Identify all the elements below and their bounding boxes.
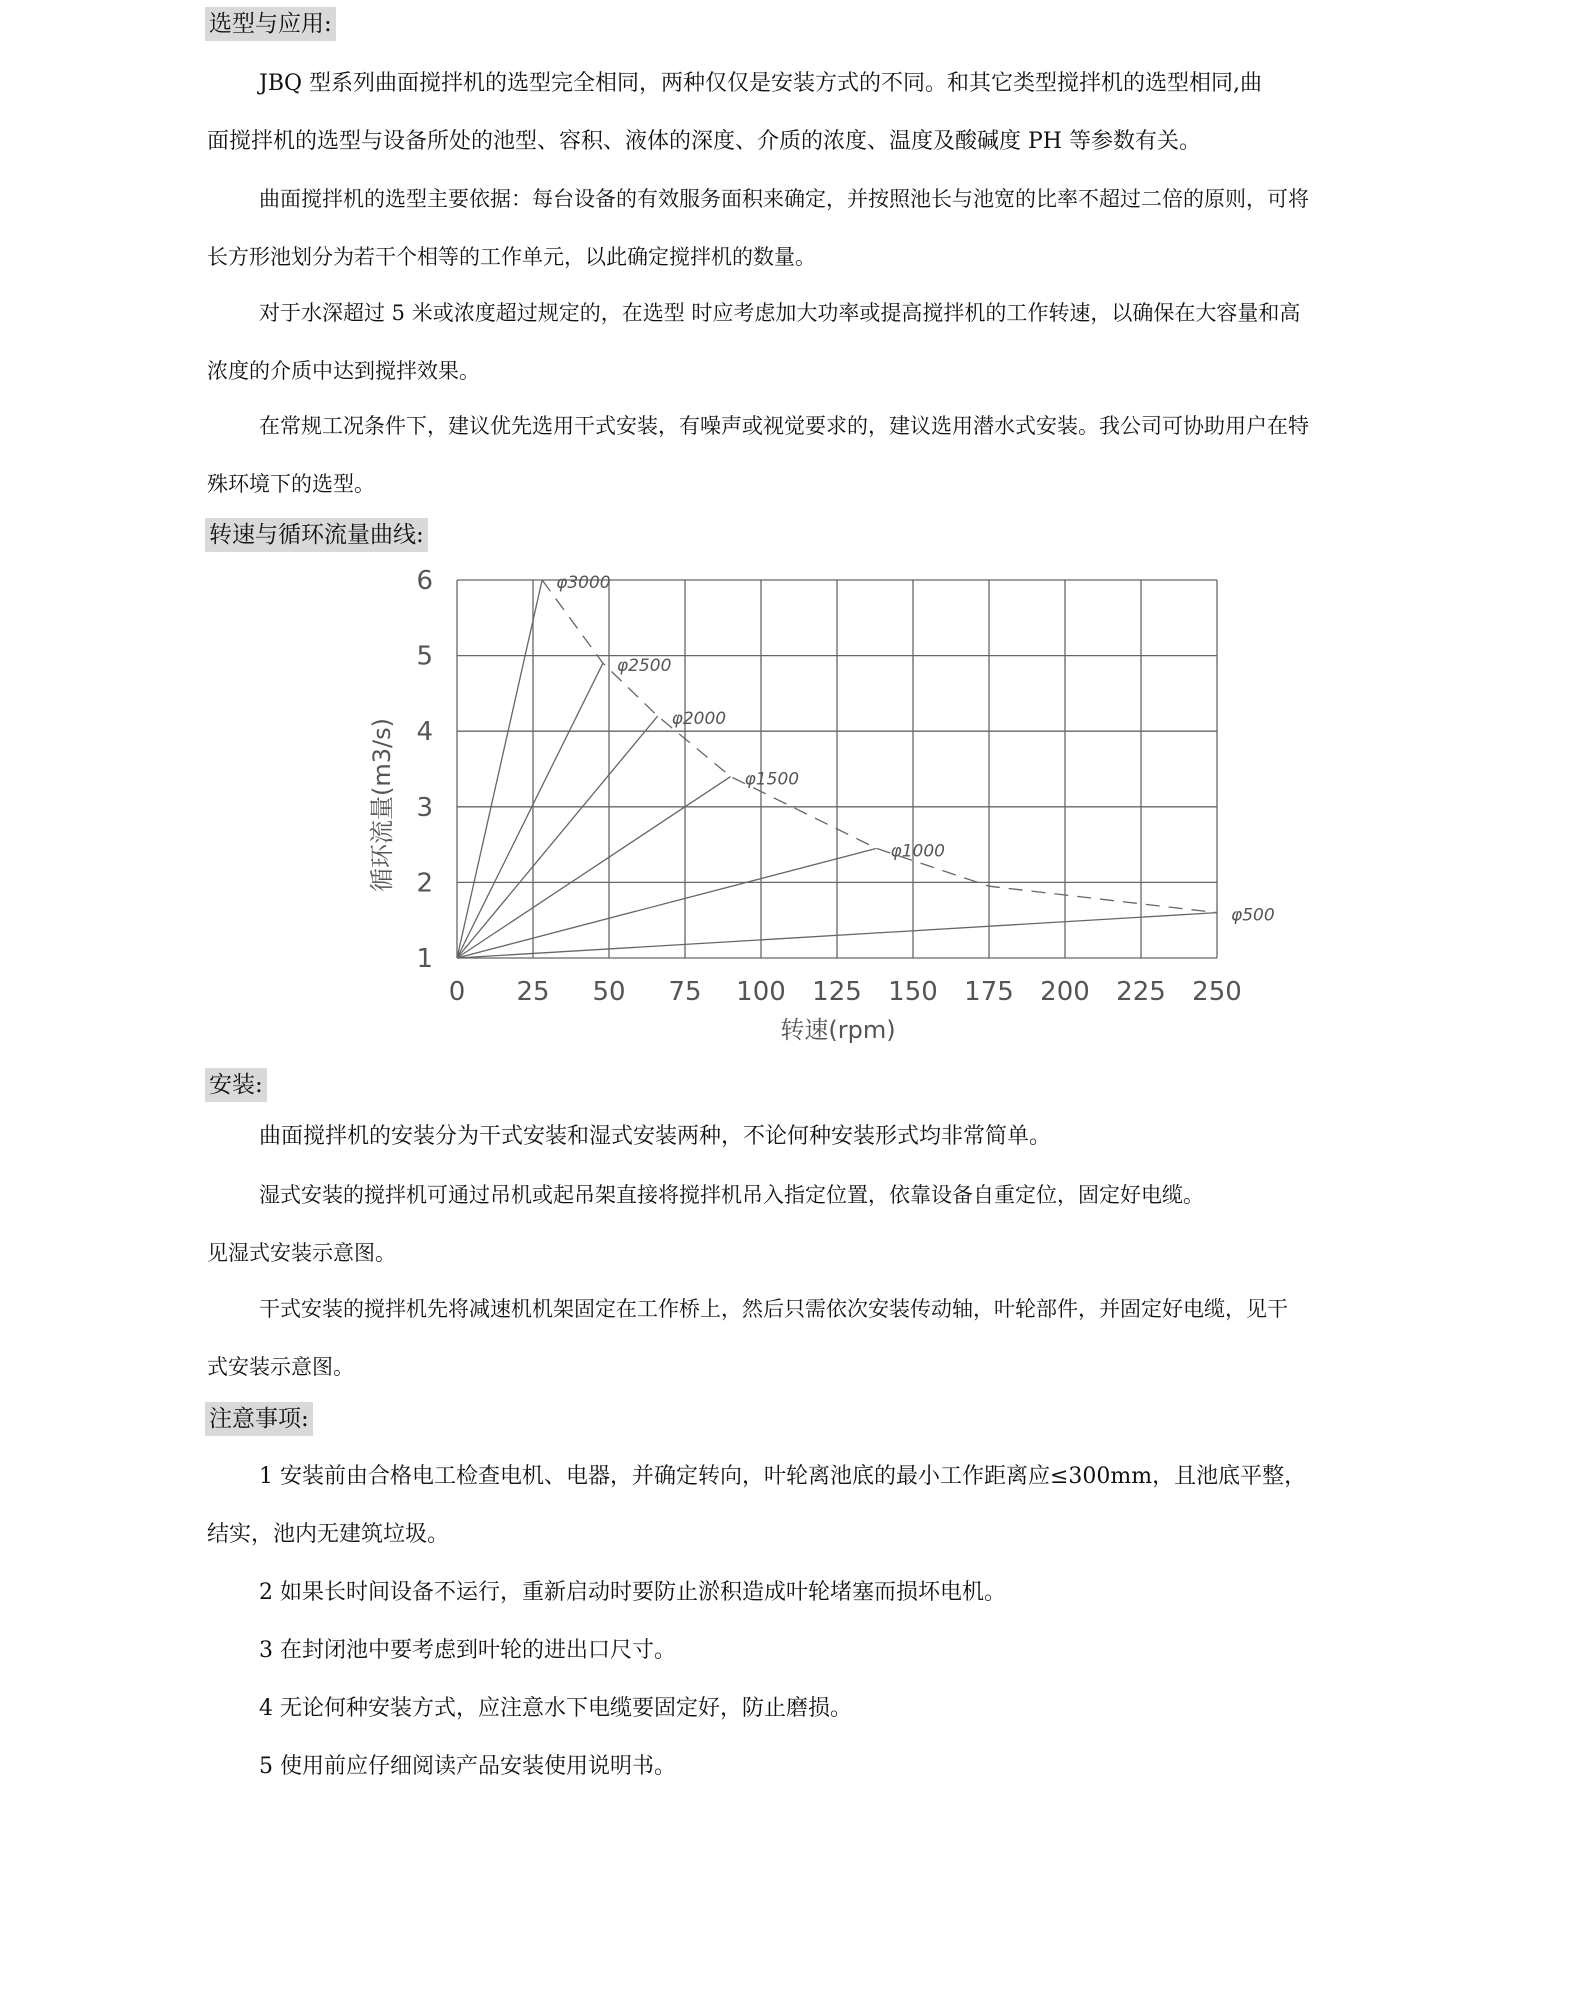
chart-y-tick-label: 3 bbox=[416, 792, 433, 823]
text-line: 在常规工况条件下，建议优先选用干式安装，有噪声或视觉要求的，建议选用潜水式安装。我公司可协助用户在特 bbox=[259, 414, 1309, 438]
chart-y-tick-label: 4 bbox=[416, 717, 433, 748]
selection-paragraph-1 bbox=[207, 55, 1262, 171]
chart-x-tick-label: 200 bbox=[1040, 977, 1090, 1007]
chart-x-tick-label: 125 bbox=[812, 977, 862, 1007]
chart-series-label: φ1500 bbox=[744, 769, 800, 790]
chart-y-tick-label: 5 bbox=[416, 641, 433, 672]
install-paragraph-2 bbox=[207, 1166, 1204, 1282]
chart-series-line bbox=[457, 848, 877, 958]
chart-x-tick-label: 25 bbox=[516, 977, 550, 1007]
chart-y-tick-label: 2 bbox=[416, 868, 433, 899]
list-item: 4 无论何种安装方式，应注意水下电缆要固定好，防止磨损。 bbox=[259, 1696, 852, 1721]
chart-x-tick-label: 100 bbox=[736, 977, 786, 1007]
selection-paragraph-2 bbox=[207, 170, 1309, 286]
list-item-continuation: 结实，池内无建筑垃圾。 bbox=[207, 1522, 450, 1547]
selection-paragraph-3 bbox=[207, 284, 1300, 400]
chart-x-tick-label: 225 bbox=[1116, 977, 1166, 1007]
chart-series-line bbox=[457, 580, 542, 958]
chart-series-line bbox=[457, 777, 731, 958]
install-paragraph-3 bbox=[207, 1280, 1288, 1396]
text-line: 式安装示意图。 bbox=[207, 1355, 354, 1379]
list-item: 3 在封闭池中要考虑到叶轮的进出口尺寸。 bbox=[259, 1638, 676, 1663]
chart-x-tick-label: 150 bbox=[888, 977, 938, 1007]
selection-paragraph-4 bbox=[207, 397, 1309, 513]
text-line: 曲面搅拌机的安装分为干式安装和湿式安装两种，不论何种安装形式均非常简单。 bbox=[259, 1124, 1052, 1149]
heading-selection: 选型与应用: bbox=[205, 7, 336, 41]
chart-series-label: φ2500 bbox=[616, 656, 672, 677]
chart-series-label: φ2000 bbox=[671, 709, 727, 730]
list-item: 2 如果长时间设备不运行，重新启动时要防止淤积造成叶轮堵塞而损坏电机。 bbox=[259, 1580, 1006, 1605]
heading-curve: 转速与循环流量曲线: bbox=[205, 518, 428, 552]
chart-y-axis-label: 循环流量(m3/s) bbox=[368, 718, 396, 892]
chart-series-line bbox=[457, 663, 603, 958]
chart-y-tick-label: 1 bbox=[416, 944, 433, 974]
chart-y-tick-label: 6 bbox=[416, 566, 433, 596]
list-item: 1 安装前由合格电工检查电机、电器，并确定转向，叶轮离池底的最小工作距离应≤300mm，且池底平整， bbox=[259, 1464, 1307, 1489]
chart-series-label: φ3000 bbox=[556, 573, 611, 593]
text-line: 见湿式安装示意图。 bbox=[207, 1241, 396, 1265]
chart-x-tick-label: 175 bbox=[964, 977, 1014, 1007]
text-line: 对于水深超过 5 米或浓度超过规定的，在选型 时应考虑加大功率或提高搅拌机的工作转速，以确保在大容量和高 bbox=[259, 301, 1301, 325]
notes-list bbox=[207, 1448, 1306, 1796]
heading-notes: 注意事项: bbox=[205, 1402, 313, 1436]
chart-x-tick-label: 250 bbox=[1192, 977, 1242, 1007]
chart-labels bbox=[556, 573, 1275, 926]
text-line: 干式安装的搅拌机先将减速机机架固定在工作桥上，然后只需依次安装传动轴，叶轮部件，并固定好电缆，见干 bbox=[259, 1297, 1288, 1321]
install-paragraph-1 bbox=[207, 1108, 1051, 1166]
text-line: 浓度的介质中达到搅拌效果。 bbox=[207, 359, 480, 383]
list-item: 5 使用前应仔细阅读产品安装使用说明书。 bbox=[259, 1754, 676, 1779]
text-line: 长方形池划分为若干个相等的工作单元，以此确定搅拌机的数量。 bbox=[207, 245, 816, 269]
chart-x-axis-label: 转速(rpm) bbox=[780, 1016, 896, 1044]
chart-series-line bbox=[457, 716, 658, 958]
text-line: 殊环境下的选型。 bbox=[207, 472, 375, 496]
chart-x-tick-label: 50 bbox=[592, 977, 626, 1007]
chart-envelope-curve bbox=[542, 580, 1217, 913]
chart-series-label: φ500 bbox=[1231, 905, 1275, 926]
text-line: 面搅拌机的选型与设备所处的池型、容积、液体的深度、介质的浓度、温度及酸碱度 PH 等参数有关。 bbox=[207, 129, 1201, 154]
chart-series-label: φ1000 bbox=[890, 841, 946, 862]
chart-envelope bbox=[542, 580, 1217, 913]
heading-install: 安装: bbox=[205, 1068, 267, 1102]
chart-ticks bbox=[416, 566, 1241, 1007]
speed-flow-chart bbox=[360, 560, 1275, 1060]
text-line: 湿式安装的搅拌机可通过吊机或起吊架直接将搅拌机吊入指定位置，依靠设备自重定位，固定好电缆。 bbox=[259, 1183, 1204, 1207]
text-line: 曲面搅拌机的选型主要依据：每台设备的有效服务面积来确定，并按照池长与池宽的比率不超过二倍的原则，可将 bbox=[259, 187, 1309, 211]
chart-x-tick-label: 0 bbox=[448, 977, 466, 1007]
text-line: JBQ 型系列曲面搅拌机的选型完全相同，两种仅仅是安装方式的不同。和其它类型搅拌机的选型相同,曲 bbox=[259, 71, 1263, 96]
chart-grid bbox=[457, 580, 1217, 958]
chart-x-tick-label: 75 bbox=[668, 977, 702, 1007]
